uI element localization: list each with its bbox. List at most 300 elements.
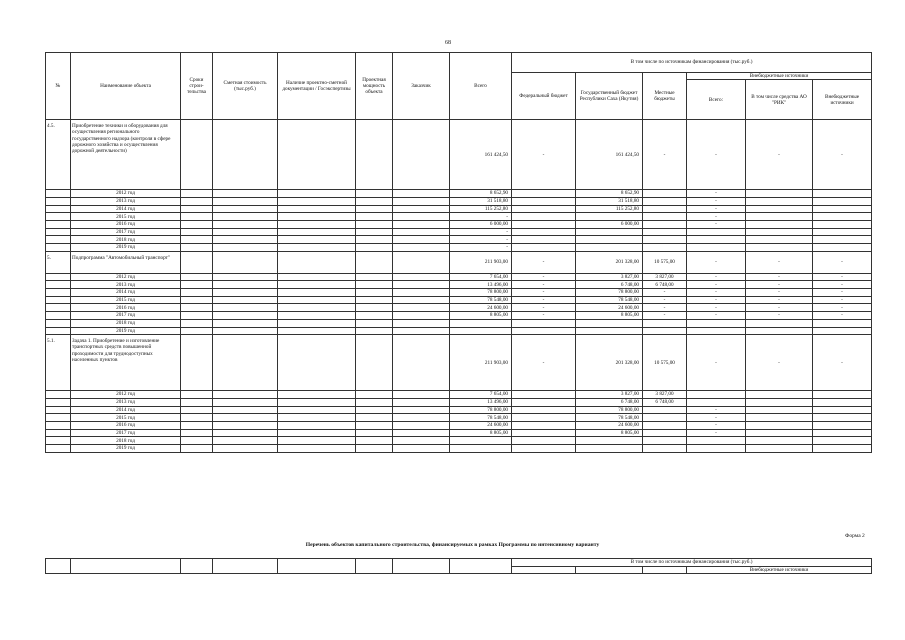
cell-other	[813, 327, 872, 335]
cell-capacity	[356, 319, 393, 327]
cell-capacity	[356, 289, 393, 297]
cell-term	[181, 197, 213, 205]
cell-local	[643, 244, 687, 252]
cell-num	[46, 319, 71, 327]
cell-term	[181, 273, 213, 281]
cell-rik	[746, 327, 813, 335]
cell-term	[181, 327, 213, 335]
cell-extra-total: -	[687, 213, 746, 221]
cell-rik: -	[746, 120, 813, 190]
year-row	[46, 421, 872, 429]
cell-docs	[278, 197, 356, 205]
header-sources: В том числе по источникам финансирования (тыс.руб.)	[512, 53, 872, 73]
cell-extra-total: -	[687, 281, 746, 289]
cell-other	[813, 421, 872, 429]
cell-customer	[393, 398, 450, 406]
header-extra-total: Всего:	[687, 80, 746, 120]
year-label: 2014 год	[71, 289, 181, 297]
cell-term	[181, 406, 213, 414]
cell-capacity	[356, 437, 393, 445]
section-name: Приобретение техники и оборудования для осуществления регионального государственного надзора (контроля в сфере дорожного хозяйства и осуществления дорожной деятельности)	[71, 120, 181, 190]
cell-local	[643, 190, 687, 198]
cell-federal	[512, 205, 576, 213]
cell-customer	[393, 251, 450, 273]
cell-cost	[213, 304, 278, 312]
cell-rik: -	[746, 273, 813, 281]
cell-term	[181, 296, 213, 304]
form-label: Форма 2	[845, 533, 865, 539]
cell-federal: -	[512, 335, 576, 391]
cell-customer	[393, 414, 450, 422]
cell-customer	[393, 429, 450, 437]
year-row	[46, 429, 872, 437]
cell-extra-total	[687, 319, 746, 327]
cell-extra-total	[687, 398, 746, 406]
cell-federal: -	[512, 120, 576, 190]
cell-customer	[393, 327, 450, 335]
cell-capacity	[356, 251, 393, 273]
cell-extra-total	[687, 244, 746, 252]
cell-total	[450, 445, 512, 453]
cell-docs	[278, 244, 356, 252]
cell-docs	[278, 398, 356, 406]
cell-rik	[746, 414, 813, 422]
cell-cost	[213, 398, 278, 406]
cell-docs	[278, 335, 356, 391]
year-label: 2013 год	[71, 281, 181, 289]
cell-num	[46, 190, 71, 198]
cell-customer	[393, 244, 450, 252]
cell-term	[181, 120, 213, 190]
cell-rik: -	[746, 296, 813, 304]
cell-federal	[512, 445, 576, 453]
cell-federal	[512, 429, 576, 437]
cell-extra-total: -	[687, 251, 746, 273]
cell-extra-total	[687, 228, 746, 236]
cell-local: 3 827,00	[643, 273, 687, 281]
cell-federal	[512, 319, 576, 327]
cell-other: -	[813, 289, 872, 297]
cell-other	[813, 197, 872, 205]
cell-state: 6 748,00	[576, 398, 643, 406]
cell-cost	[213, 429, 278, 437]
cell-rik	[746, 190, 813, 198]
cell-cost	[213, 421, 278, 429]
cell-customer	[393, 289, 450, 297]
cell-total: 161 424,50	[450, 120, 512, 190]
cell-num	[46, 437, 71, 445]
cell-other	[813, 429, 872, 437]
cell-docs	[278, 190, 356, 198]
cell-total: 78 548,00	[450, 296, 512, 304]
cell-customer	[393, 213, 450, 221]
cell-term	[181, 421, 213, 429]
cell-local	[643, 437, 687, 445]
year-label: 2019 год	[71, 327, 181, 335]
cell-extra-total: -	[687, 304, 746, 312]
cell-customer	[393, 296, 450, 304]
year-row	[46, 244, 872, 252]
cell-rik	[746, 445, 813, 453]
cell-cost	[213, 327, 278, 335]
cell-other	[813, 414, 872, 422]
cell-cost	[213, 228, 278, 236]
cell-total: 78 548,00	[450, 414, 512, 422]
cell-rik	[746, 437, 813, 445]
cell-customer	[393, 319, 450, 327]
cell-state: 3 827,00	[576, 391, 643, 399]
cell-term	[181, 289, 213, 297]
cell-customer	[393, 120, 450, 190]
cell-total: 78 800,00	[450, 406, 512, 414]
cell-other	[813, 213, 872, 221]
cell-local	[643, 220, 687, 228]
cell-cost	[213, 190, 278, 198]
cell-federal	[512, 190, 576, 198]
year-label: 2014 год	[71, 406, 181, 414]
cell-rik	[746, 228, 813, 236]
cell-term	[181, 414, 213, 422]
cell-rik	[746, 220, 813, 228]
cell-docs	[278, 289, 356, 297]
header-customer: Заказчик	[393, 53, 450, 120]
cell-federal	[512, 220, 576, 228]
cell-other	[813, 228, 872, 236]
year-row	[46, 414, 872, 422]
cell-capacity	[356, 244, 393, 252]
cell-local: -	[643, 289, 687, 297]
cell-state: 24 600,00	[576, 304, 643, 312]
cell-capacity	[356, 236, 393, 244]
cell-federal: -	[512, 281, 576, 289]
cell-total: 8 652,90	[450, 190, 512, 198]
cell-total: -	[450, 228, 512, 236]
cell-capacity	[356, 296, 393, 304]
cell-federal: -	[512, 273, 576, 281]
header-total: Всего	[450, 53, 512, 120]
year-row	[46, 296, 872, 304]
cell-local: -	[643, 304, 687, 312]
cell-rik	[746, 236, 813, 244]
cell-extra-total: -	[687, 220, 746, 228]
header-term: Сроки строи-тельства	[181, 53, 213, 120]
cell-state	[576, 327, 643, 335]
cell-state	[576, 319, 643, 327]
year-row	[46, 205, 872, 213]
second-table-header	[45, 558, 872, 574]
cell-federal	[512, 391, 576, 399]
cell-docs	[278, 228, 356, 236]
year-row	[46, 281, 872, 289]
cell-local	[643, 429, 687, 437]
header-capacity: Проектная мощность объекта	[356, 53, 393, 120]
cell-federal: -	[512, 312, 576, 320]
cell-term	[181, 335, 213, 391]
cell-customer	[393, 197, 450, 205]
cell-local: 10 575,00	[643, 251, 687, 273]
year-row	[46, 406, 872, 414]
cell-capacity	[356, 391, 393, 399]
cell-docs	[278, 236, 356, 244]
cell-cost	[213, 319, 278, 327]
cell-local: -	[643, 120, 687, 190]
capital-objects-table	[45, 52, 872, 453]
cell-cost	[213, 220, 278, 228]
cell-local: 6 748,00	[643, 398, 687, 406]
cell-total: 8 805,00	[450, 312, 512, 320]
cell-term	[181, 190, 213, 198]
cell-total	[450, 327, 512, 335]
cell-capacity	[356, 445, 393, 453]
cell-extra-total: -	[687, 120, 746, 190]
cell-cost	[213, 236, 278, 244]
cell-customer	[393, 335, 450, 391]
cell-state: 201 328,00	[576, 251, 643, 273]
cell-capacity	[356, 205, 393, 213]
cell-rik	[746, 205, 813, 213]
cell-docs	[278, 319, 356, 327]
cell-rik	[746, 421, 813, 429]
section-name: Подпрограмма "Автомобильный транспорт"	[71, 251, 181, 273]
cell-cost	[213, 205, 278, 213]
cell-cost	[213, 445, 278, 453]
cell-federal: -	[512, 304, 576, 312]
cell-customer	[393, 391, 450, 399]
cell-rik: -	[746, 251, 813, 273]
cell-federal	[512, 327, 576, 335]
cell-num	[46, 391, 71, 399]
cell-capacity	[356, 228, 393, 236]
cell-num	[46, 327, 71, 335]
cell-num	[46, 445, 71, 453]
cell-local: 10 575,00	[643, 335, 687, 391]
year-label: 2015 год	[71, 414, 181, 422]
cell-num	[46, 281, 71, 289]
cell-total: 24 600,00	[450, 421, 512, 429]
year-row	[46, 391, 872, 399]
year-row	[46, 190, 872, 198]
cell-federal	[512, 236, 576, 244]
cell-capacity	[356, 398, 393, 406]
cell-state: 8 805,00	[576, 312, 643, 320]
cell-cost	[213, 197, 278, 205]
cell-customer	[393, 228, 450, 236]
cell-state: 78 548,00	[576, 296, 643, 304]
cell-term	[181, 236, 213, 244]
year-row	[46, 398, 872, 406]
cell-other	[813, 445, 872, 453]
cell-customer	[393, 205, 450, 213]
cell-other	[813, 406, 872, 414]
cell-cost	[213, 281, 278, 289]
cell-total: 115 252,80	[450, 205, 512, 213]
cell-local: -	[643, 312, 687, 320]
cell-num	[46, 296, 71, 304]
year-label: 2017 год	[71, 228, 181, 236]
cell-num	[46, 244, 71, 252]
header-num: №	[46, 53, 71, 120]
year-label: 2017 год	[71, 312, 181, 320]
cell-local	[643, 414, 687, 422]
cell-total: 7 654,00	[450, 273, 512, 281]
cell-state	[576, 244, 643, 252]
cell-extra-total: -	[687, 429, 746, 437]
header-docs: Наличие проектно-сметной документации / Госэкспертизы	[278, 53, 356, 120]
cell-state: 201 328,00	[576, 335, 643, 391]
section-number: 5.1.	[46, 335, 71, 391]
cell-state: 31 518,80	[576, 197, 643, 205]
cell-total: -	[450, 244, 512, 252]
cell-num	[46, 236, 71, 244]
cell-state: 24 600,00	[576, 421, 643, 429]
cell-customer	[393, 312, 450, 320]
year-label: 2012 год	[71, 273, 181, 281]
cell-cost	[213, 251, 278, 273]
year-row	[46, 273, 872, 281]
cell-capacity	[356, 327, 393, 335]
cell-local	[643, 205, 687, 213]
header-extra: Внебюджетные источники	[687, 73, 872, 80]
cell-cost	[213, 391, 278, 399]
cell-other	[813, 190, 872, 198]
cell-local	[643, 236, 687, 244]
cell-total: 211 903,00	[450, 251, 512, 273]
cell-federal	[512, 244, 576, 252]
cell-local	[643, 327, 687, 335]
cell-docs	[278, 327, 356, 335]
cell-docs	[278, 120, 356, 190]
cell-other: -	[813, 120, 872, 190]
year-label: 2018 год	[71, 236, 181, 244]
cell-term	[181, 398, 213, 406]
cell-state	[576, 228, 643, 236]
header-state: Государственный бюджет Республики Саха (Якутия)	[576, 73, 643, 120]
cell-num	[46, 429, 71, 437]
year-label: 2016 год	[71, 421, 181, 429]
cell-state	[576, 236, 643, 244]
cell-extra-total: -	[687, 273, 746, 281]
cell-customer	[393, 236, 450, 244]
cell-term	[181, 228, 213, 236]
cell-customer	[393, 273, 450, 281]
cell-term	[181, 319, 213, 327]
cell-docs	[278, 220, 356, 228]
cell-state: 6 000,00	[576, 220, 643, 228]
year-label: 2019 год	[71, 244, 181, 252]
cell-capacity	[356, 312, 393, 320]
section-row	[46, 120, 872, 190]
cell-extra-total: -	[687, 190, 746, 198]
cell-state: 3 827,00	[576, 273, 643, 281]
cell-num	[46, 304, 71, 312]
cell-cost	[213, 213, 278, 221]
cell-customer	[393, 281, 450, 289]
cell-other: -	[813, 335, 872, 391]
cell-docs	[278, 391, 356, 399]
cell-federal: -	[512, 251, 576, 273]
cell-num	[46, 197, 71, 205]
section-number: 5.	[46, 251, 71, 273]
cell-federal	[512, 398, 576, 406]
section-number: 4.5.	[46, 120, 71, 190]
cell-other: -	[813, 281, 872, 289]
year-label: 2015 год	[71, 296, 181, 304]
cell-extra-total: -	[687, 312, 746, 320]
cell-extra-total: -	[687, 197, 746, 205]
cell-docs	[278, 205, 356, 213]
cell-extra-total	[687, 445, 746, 453]
cell-term	[181, 312, 213, 320]
cell-other: -	[813, 312, 872, 320]
cell-other	[813, 236, 872, 244]
cell-local	[643, 228, 687, 236]
cell-state: 8 805,00	[576, 429, 643, 437]
cell-local: 6 748,00	[643, 281, 687, 289]
cell-other	[813, 437, 872, 445]
cell-rik	[746, 244, 813, 252]
cell-num	[46, 414, 71, 422]
cell-local	[643, 445, 687, 453]
cell-rik	[746, 319, 813, 327]
cell-other	[813, 244, 872, 252]
cell-num	[46, 421, 71, 429]
year-label: 2015 год	[71, 213, 181, 221]
cell-docs	[278, 273, 356, 281]
cell-state: 78 800,00	[576, 289, 643, 297]
cell-rik: -	[746, 281, 813, 289]
cell-federal	[512, 414, 576, 422]
year-label: 2012 год	[71, 190, 181, 198]
cell-capacity	[356, 421, 393, 429]
cell-other: -	[813, 304, 872, 312]
cell-cost	[213, 414, 278, 422]
cell-state	[576, 213, 643, 221]
cell-state: 161 424,50	[576, 120, 643, 190]
year-label: 2018 год	[71, 437, 181, 445]
cell-other: -	[813, 251, 872, 273]
cell-rik: -	[746, 304, 813, 312]
cell-cost	[213, 120, 278, 190]
cell-term	[181, 445, 213, 453]
cell-num	[46, 289, 71, 297]
cell-other	[813, 319, 872, 327]
cell-extra-total: -	[687, 205, 746, 213]
year-row	[46, 228, 872, 236]
year-label: 2014 год	[71, 205, 181, 213]
cell-state: 8 652,90	[576, 190, 643, 198]
cell-docs	[278, 437, 356, 445]
year-label: 2017 год	[71, 429, 181, 437]
cell-local	[643, 406, 687, 414]
cell-term	[181, 205, 213, 213]
cell-term	[181, 304, 213, 312]
cell-extra-total: -	[687, 406, 746, 414]
cell-num	[46, 398, 71, 406]
cell-rik: -	[746, 335, 813, 391]
cell-docs	[278, 414, 356, 422]
year-row	[46, 220, 872, 228]
cell-rik	[746, 213, 813, 221]
cell-num	[46, 213, 71, 221]
header-rik: В том числе средства АО "РИК"	[746, 80, 813, 120]
cell-extra-total: -	[687, 421, 746, 429]
cell-total: 7 654,00	[450, 391, 512, 399]
cell-rik	[746, 406, 813, 414]
cell-federal	[512, 406, 576, 414]
cell-term	[181, 391, 213, 399]
cell-total: 78 800,00	[450, 289, 512, 297]
year-row	[46, 197, 872, 205]
